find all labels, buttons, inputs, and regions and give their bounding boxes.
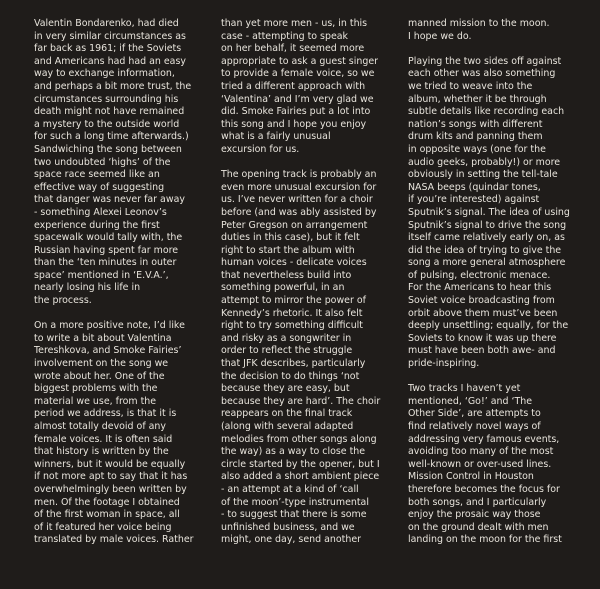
text-line: even more unusual excursion for — [221, 181, 377, 193]
text-line: that nevertheless build into — [221, 269, 352, 281]
text-line: Russian having spent far more — [34, 244, 179, 256]
text-line: overwhelmingly been written by — [34, 483, 187, 495]
text-line: Kennedy’s rhetoric. It also felt — [221, 307, 363, 319]
text-line: the process. — [34, 295, 92, 307]
text-line: On a more positive note, I’d like — [34, 320, 185, 332]
text-line: album, whether it be through — [408, 93, 547, 105]
text-line: I hope we do. — [408, 30, 472, 42]
text-line: The opening track is probably an — [221, 169, 377, 181]
text-line: might, one day, send another — [221, 534, 362, 546]
text-line: almost totally devoid of any — [34, 421, 166, 432]
text-line: and perhaps a bit more trust, the — [34, 80, 192, 92]
text-line: because they are easy, but — [221, 383, 350, 395]
text-line: and Americans had had an easy — [34, 55, 186, 67]
text-line: effective way of suggesting — [34, 181, 165, 193]
text-line: that danger was never far away — [34, 194, 185, 206]
text-line: of the first woman in space, all — [34, 509, 180, 521]
text-line: involvement on the song we — [34, 358, 169, 370]
text-line: the way) as a way to close the — [221, 446, 366, 458]
text-line: right to try something difficult — [221, 320, 364, 332]
text-line: Sandwiching the song between — [34, 143, 182, 155]
text-line: two undoubted ‘highs’ of the — [34, 156, 171, 168]
text-line: itself came relatively early on, as — [408, 232, 565, 244]
text-line: case - attempting to speak — [221, 30, 349, 42]
text-line: circle started by the opener, but I — [221, 458, 380, 470]
text-line: of the moon’-type instrumental — [221, 496, 369, 508]
paragraph — [408, 383, 590, 547]
text-line: Mission Control in Houston — [408, 471, 534, 483]
paragraph — [221, 169, 403, 547]
text-line: biggest problems with the — [34, 383, 158, 395]
text-line: than yet more men - us, in this — [221, 18, 368, 29]
text-line: us. I’ve never written for a choir — [221, 194, 373, 206]
text-line: right to start the album with — [221, 244, 355, 256]
text-line: of it featured her voice being — [34, 521, 172, 533]
text-line: drum kits and panning them — [408, 131, 543, 143]
text-line: attempt to mirror the power of — [221, 295, 366, 307]
text-line: of pulsing, electronic menace. — [408, 269, 551, 281]
text-line: appropriate to ask a guest singer — [221, 55, 379, 67]
text-line: on the ground dealt with men — [408, 521, 549, 533]
text-line: space race seemed like an — [34, 169, 160, 181]
text-line: nation’s songs with different — [408, 118, 543, 130]
text-line: order to reflect the struggle — [221, 345, 353, 357]
text-line: tried a different approach with — [221, 80, 366, 92]
text-line: to write a bit about Valentina — [34, 332, 172, 344]
text-line: circumstances surrounding his — [34, 93, 179, 105]
text-line: orbit above them must’ve been — [408, 307, 558, 319]
text-line: this song and I hope you enjoy — [221, 118, 367, 130]
text-line: reappears on the final track — [221, 408, 353, 420]
paragraph — [408, 18, 590, 43]
text-line: death might not have remained — [34, 106, 185, 118]
text-line: subtle details like recording each — [408, 106, 565, 118]
text-line: what is a fairly unusual — [221, 131, 331, 143]
text-line: the decision to do things ‘not — [221, 370, 360, 382]
text-line: a mystery to the outside world — [34, 118, 180, 130]
text-line: deeply unsettling; equally, for the — [408, 320, 569, 332]
text-line: - something Alexei Leonov’s — [34, 206, 167, 218]
paragraph-gap — [408, 371, 590, 384]
text-line: both songs, and I particularly — [408, 496, 547, 508]
text-line: translated by male voices. Rather — [34, 534, 194, 546]
text-line: did the idea of trying to give the — [408, 244, 562, 256]
text-line: to provide a female voice, so we — [221, 68, 375, 80]
text-line: ‘Valentina’ and I’m very glad we — [221, 93, 374, 105]
text-line: each other was also something — [408, 68, 556, 80]
text-line: Other Side’, are attempts to — [408, 408, 541, 420]
text-line: in opposite ways (one for the — [408, 143, 546, 155]
text-line: avoiding too many of the most — [408, 446, 554, 458]
text-line: pride-inspiring. — [408, 358, 480, 370]
text-line: Sputnik’s signal. The idea of using — [408, 206, 570, 218]
text-line: Two tracks I haven’t yet — [408, 383, 521, 395]
text-line: Soviet voice broadcasting from — [408, 295, 555, 307]
text-line: obviously in setting the tell-tale — [408, 169, 558, 181]
text-column-1 — [34, 18, 216, 547]
text-line: unfinished business, and we — [221, 521, 355, 533]
paragraph-gap — [221, 157, 403, 170]
text-column-3 — [408, 18, 590, 547]
text-line: NASA beeps (quindar tones, — [408, 181, 541, 193]
text-line: that history is written by the — [34, 446, 169, 458]
text-line: manned mission to the moon. — [408, 18, 550, 29]
paragraph — [408, 56, 590, 371]
text-line: winners, but it would be equally — [34, 458, 186, 470]
text-line: landing on the moon for the first — [408, 534, 562, 546]
text-line: if not more apt to say that it has — [34, 471, 188, 483]
paragraph — [221, 18, 403, 157]
text-line: therefore becomes the focus for — [408, 483, 560, 495]
text-line: - to suggest that there is some — [221, 509, 367, 521]
text-line: duties in this case), but it felt — [221, 232, 360, 244]
text-line: melodies from other songs along — [221, 433, 377, 445]
text-line: material we use, from the — [34, 395, 157, 407]
text-line: (along with several adapted — [221, 421, 354, 432]
text-line: we tried to weave into the — [408, 80, 533, 92]
text-line: and risky as a songwriter in — [221, 332, 352, 344]
text-line: because they are hard’. The choir — [221, 395, 381, 407]
text-line: in very similar circumstances as — [34, 30, 186, 42]
text-line: enjoy the prosaic way those — [408, 509, 541, 521]
text-line: addressing very famous events, — [408, 433, 560, 445]
text-line: space’ mentioned in ‘E.V.A.’, — [34, 269, 169, 281]
text-line: way to exchange information, — [34, 68, 175, 80]
text-line: period we address, is that it is — [34, 408, 177, 420]
text-line: excursion for us. — [221, 143, 300, 155]
text-line: female voices. It is often said — [34, 433, 173, 445]
text-line: also added a short ambient piece — [221, 471, 380, 483]
text-line: For the Americans to hear this — [408, 282, 552, 294]
text-line: Sputnik’s signal to drive the song — [408, 219, 567, 231]
text-line: spacewalk would tally with, the — [34, 232, 183, 244]
paragraph-gap — [408, 43, 590, 56]
text-line: Tereshkova, and Smoke Fairies’ — [34, 345, 182, 357]
text-line: far back as 1961; if the Soviets — [34, 43, 182, 55]
text-line: experience during the first — [34, 219, 160, 231]
paragraph — [34, 320, 216, 547]
text-line: something powerful, in an — [221, 282, 345, 294]
text-line: that JFK describes, particularly — [221, 358, 366, 370]
text-line: Playing the two sides off against — [408, 55, 562, 67]
text-line: must have been both awe- and — [408, 345, 556, 357]
text-line: song a more general atmosphere — [408, 257, 566, 269]
text-line: wrote about her. One of the — [34, 370, 165, 382]
text-line: find relatively novel ways of — [408, 421, 541, 432]
text-line: Peter Gregson on arrangement — [221, 219, 368, 231]
text-line: before (and was ably assisted by — [221, 206, 377, 218]
text-line: human voices - delicate voices — [221, 257, 367, 269]
text-line: Valentin Bondarenko, had died — [34, 18, 179, 29]
text-line: - an attempt at a kind of ‘call — [221, 483, 359, 495]
text-line: well-known or over-used lines. — [408, 458, 552, 470]
text-column-2 — [221, 18, 403, 547]
paragraph-gap — [34, 308, 216, 321]
text-line: did. Smoke Fairies put a lot into — [221, 106, 371, 118]
text-line: Soviets to know it was up there — [408, 332, 557, 344]
text-line: audio geeks, probably!) or more — [408, 156, 561, 168]
text-line: than the ‘ten minutes in outer — [34, 257, 177, 269]
text-line: on her behalf, it seemed more — [221, 43, 365, 55]
paragraph — [34, 18, 216, 308]
text-line: if you’re interested) against — [408, 194, 540, 206]
text-line: nearly losing his life in — [34, 282, 141, 294]
text-line: mentioned, ‘Go!’ and ‘The — [408, 395, 533, 407]
text-line: for such a long time afterwards.) — [34, 131, 189, 143]
text-line: men. Of the footage I obtained — [34, 496, 180, 508]
